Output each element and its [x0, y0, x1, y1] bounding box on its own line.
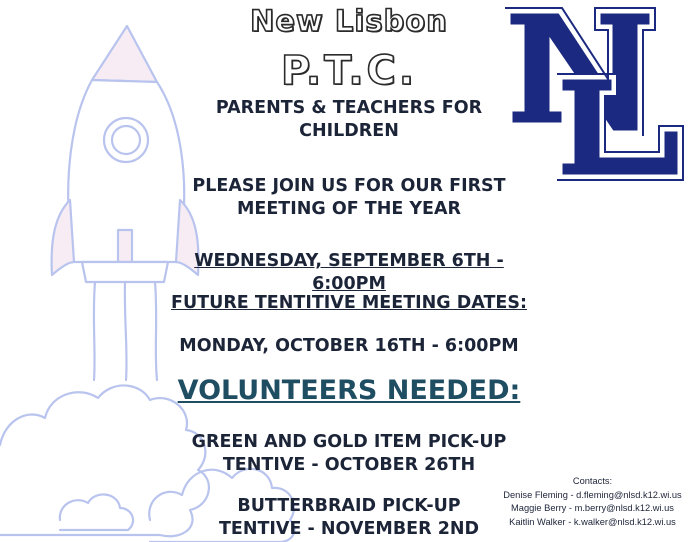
volunteer-item-line1: BUTTERBRAID PICK-UP	[237, 496, 461, 516]
contact-person: Denise Fleming - d.fleming@nlsd.k12.wi.us	[503, 489, 682, 500]
exhaust-left	[94, 282, 95, 380]
cloud-small	[60, 494, 133, 530]
contact-person: Maggie Berry - m.berry@nlsd.k12.wi.us	[511, 503, 674, 513]
invite-text	[170, 175, 528, 221]
contacts-title: Contacts:	[572, 476, 613, 486]
volunteer-item-line1: GREEN AND GOLD ITEM PICK-UP	[191, 432, 507, 452]
contact-person: Kaitlin Walker - k.walker@nlsd.k12.wi.us	[509, 516, 676, 527]
rocket-window-outer	[104, 118, 148, 162]
exhaust-right	[155, 282, 157, 380]
org-full-line2: CHILDREN	[299, 121, 399, 141]
exhaust-center	[125, 282, 127, 380]
rocket-fin-center	[118, 230, 132, 262]
contacts-block	[491, 475, 694, 529]
org-full-name	[180, 97, 518, 143]
future-meetings-label: FUTURE TENTITIVE MEETING DATES:	[171, 293, 527, 313]
rocket-nose	[92, 26, 157, 82]
org-full-line1: PARENTS & TEACHERS FOR	[215, 98, 483, 118]
future-meeting-date: MONDAY, OCTOBER 16TH - 6:00PM	[179, 336, 519, 356]
volunteer-item	[170, 495, 528, 541]
invite-line1: PLEASE JOIN US FOR OUR FIRST	[192, 176, 506, 196]
volunteer-item-line2: TENTIVE - OCTOBER 26TH	[222, 455, 476, 475]
volunteer-item-line2: TENTIVE - NOVEMBER 2ND	[218, 519, 480, 539]
org-abbrev: P.T.C.	[280, 48, 418, 94]
first-meeting-date: WEDNESDAY, SEPTEMBER 6TH - 6:00PM	[194, 251, 504, 294]
rocket-fin-left	[52, 200, 74, 275]
volunteer-item	[170, 431, 528, 477]
invite-line2: MEETING OF THE YEAR	[236, 199, 462, 219]
nl-logo	[502, 5, 687, 183]
org-name: New Lisbon	[250, 4, 448, 38]
volunteers-heading: VOLUNTEERS NEEDED:	[177, 375, 521, 406]
rocket-base	[82, 262, 168, 282]
